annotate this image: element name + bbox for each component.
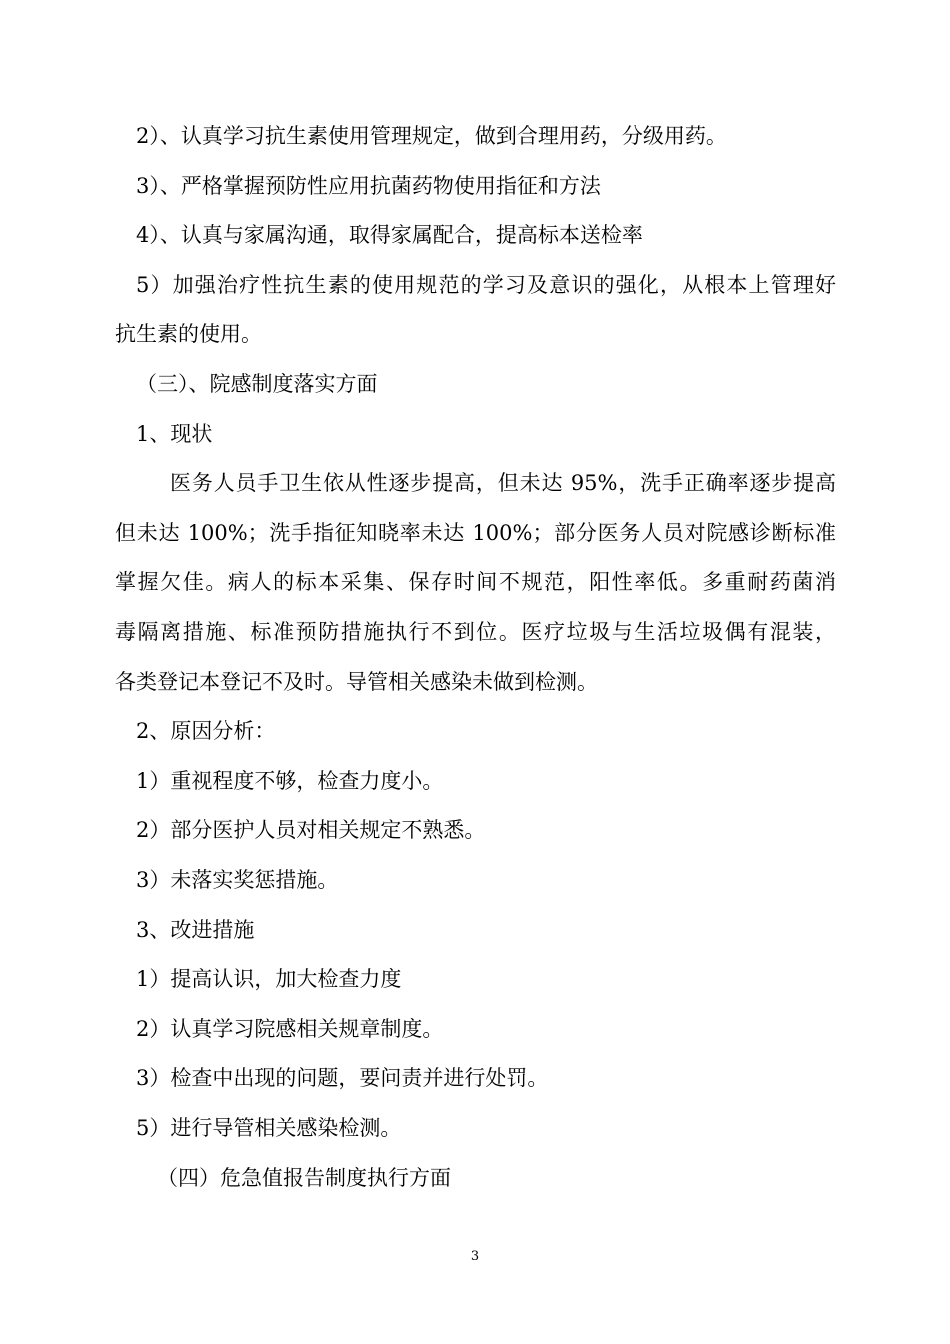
subheading-improvement: 3、改进措施 bbox=[136, 918, 255, 942]
text-line-19: 2）认真学习院感相关规章制度。 bbox=[136, 1017, 444, 1041]
text-line-10: 掌握欠佳。病人的标本采集、保存时间不规范，阳性率低。多重耐药菌消 bbox=[115, 570, 836, 594]
text-line-9: 但未达 100%；洗手指征知晓率未达 100%；部分医务人员对院感诊断标准 bbox=[115, 521, 836, 545]
text-line-4: 5）加强治疗性抗生素的使用规范的学习及意识的强化，从根本上管理好 bbox=[136, 273, 836, 297]
text-line-16: 3）未落实奖惩措施。 bbox=[136, 868, 339, 892]
text-line-5: 抗生素的使用。 bbox=[115, 322, 262, 346]
text-line-2: 3）、严格掌握预防性应用抗菌药物使用指征和方法 bbox=[136, 174, 601, 198]
subheading-cause-analysis: 2、原因分析： bbox=[136, 719, 276, 743]
section-heading-3: （三）、院感制度落实方面 bbox=[136, 372, 378, 396]
text-line-21: 5）进行导管相关感染检测。 bbox=[136, 1116, 402, 1140]
section-heading-4: （四）危急值报告制度执行方面 bbox=[157, 1166, 451, 1190]
text-line-12: 各类登记本登记不及时。导管相关感染未做到检测。 bbox=[115, 670, 598, 694]
text-line-3: 4）、认真与家属沟通，取得家属配合，提高标本送检率 bbox=[136, 223, 643, 247]
text-line-14: 1）重视程度不够，检查力度小。 bbox=[136, 769, 444, 793]
page-number: 3 bbox=[470, 1249, 480, 1264]
text-line-15: 2）部分医护人员对相关规定不熟悉。 bbox=[136, 818, 486, 842]
text-line-20: 3）检查中出现的问题，要问责并进行处罚。 bbox=[136, 1066, 549, 1090]
text-line-11: 毒隔离措施、标准预防措施执行不到位。医疗垃圾与生活垃圾偶有混装， bbox=[115, 620, 836, 644]
text-line-1: 2）、认真学习抗生素使用管理规定，做到合理用药，分级用药。 bbox=[136, 124, 727, 148]
text-line-18: 1）提高认识，加大检查力度 bbox=[136, 967, 402, 991]
text-line-8: 医务人员手卫生依从性逐步提高，但未达 95%，洗手正确率逐步提高 bbox=[170, 471, 836, 495]
subheading-status: 1、现状 bbox=[136, 422, 213, 446]
